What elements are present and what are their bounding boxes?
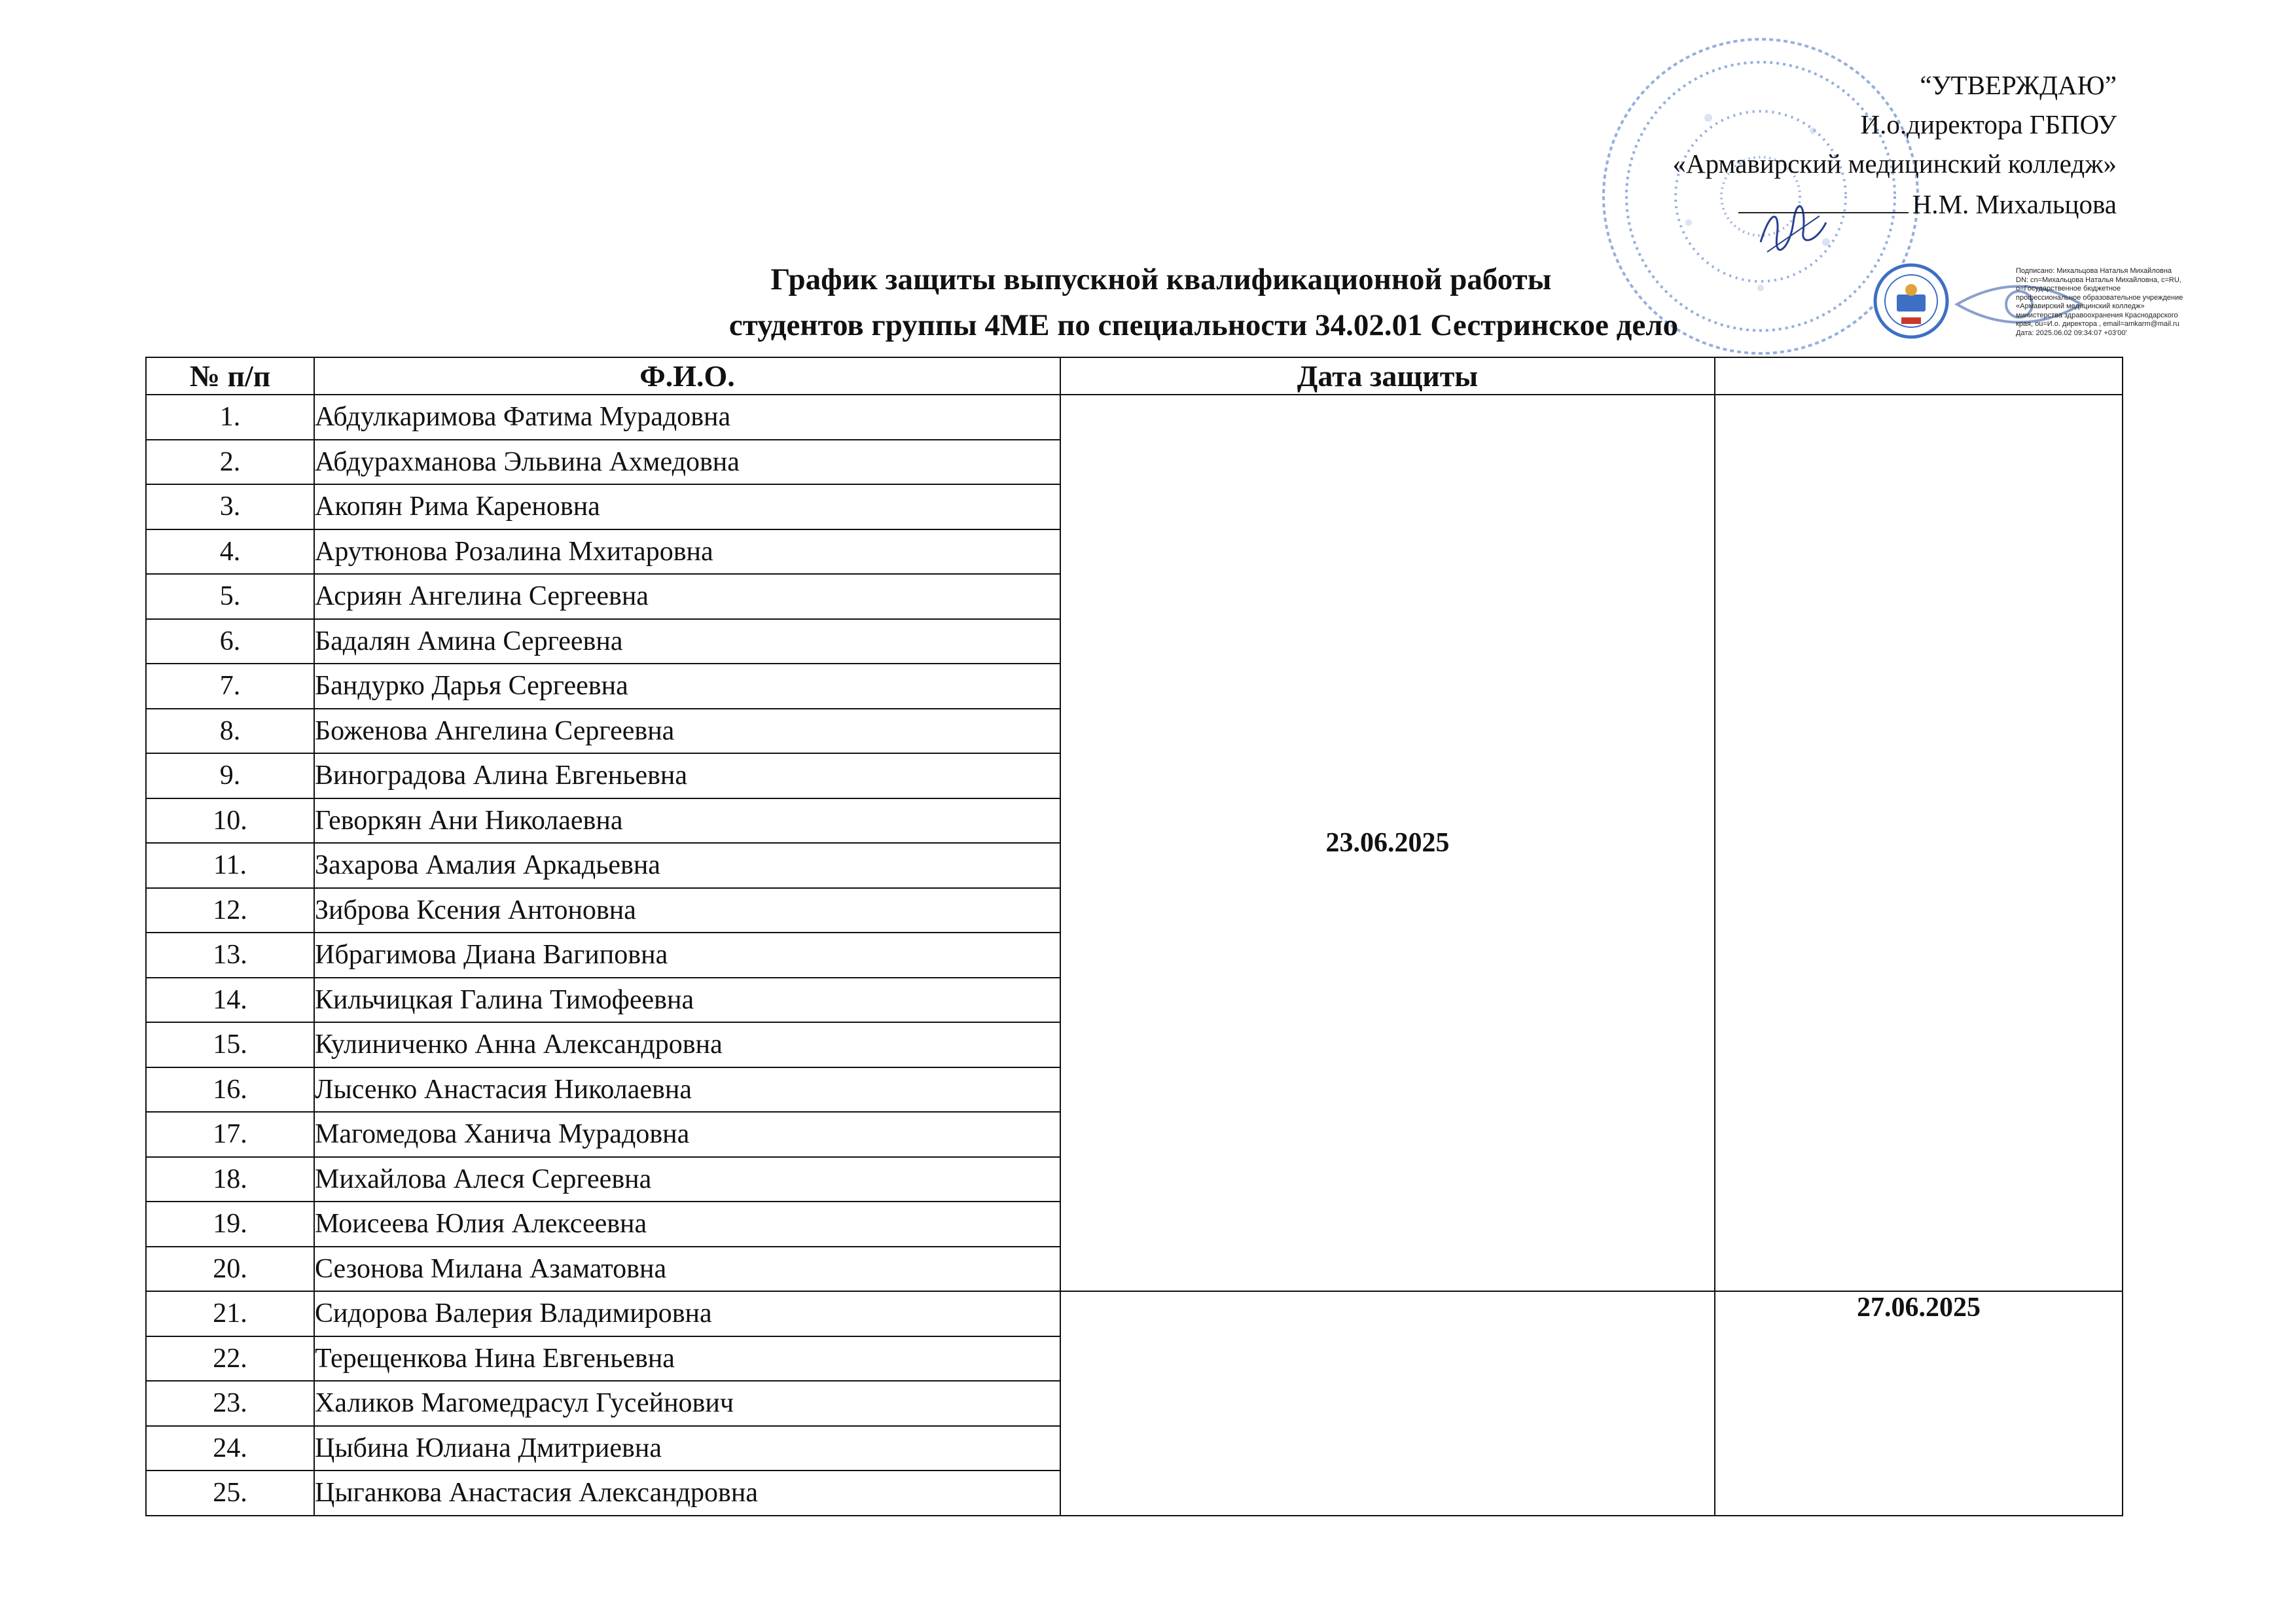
row-number: 24. <box>146 1426 314 1471</box>
row-number: 23. <box>146 1381 314 1426</box>
approval-institution: «Армавирский медицинский колледж» <box>1672 149 2117 179</box>
student-name: Боженова Ангелина Сергеевна <box>314 709 1060 754</box>
row-number: 7. <box>146 664 314 709</box>
table-header-row <box>146 357 2123 395</box>
defense-date-group-2: 27.06.2025 <box>1715 1291 2123 1516</box>
signature-blank <box>1738 183 1909 213</box>
esig-line: DN: cn=Михальцова Наталья Михайловна, c=RU, <box>2016 276 2181 284</box>
row-number: 11. <box>146 843 314 888</box>
student-name: Бадалян Амина Сергеевна <box>314 619 1060 664</box>
table-row <box>146 395 2123 440</box>
approval-position: И.о.директора ГБПОУ <box>1860 109 2117 139</box>
row-number: 15. <box>146 1022 314 1067</box>
defense-schedule-table <box>145 357 2123 1516</box>
esig-line: Подписано: Михальцова Наталья Михайловна <box>2016 267 2172 275</box>
empty-cell-group-2 <box>1060 1291 1715 1516</box>
defense-date-group-1: 23.06.2025 <box>1060 395 1715 1291</box>
row-number: 5. <box>146 574 314 619</box>
row-number: 8. <box>146 709 314 754</box>
row-number: 22. <box>146 1336 314 1382</box>
student-name: Кулиниченко Анна Александровна <box>314 1022 1060 1067</box>
header-date: Дата защиты <box>1060 357 1715 395</box>
row-number: 9. <box>146 753 314 798</box>
student-name: Магомедова Ханича Мурадовна <box>314 1112 1060 1157</box>
header-number: № п/п <box>146 357 314 395</box>
student-name: Сезонова Милана Азаматовна <box>314 1247 1060 1292</box>
approval-heading: “УТВЕРЖДАЮ” <box>1920 70 2117 100</box>
esig-line: Дата: 2025.06.02 09:34:07 +03'00' <box>2016 329 2127 337</box>
row-number: 4. <box>146 529 314 575</box>
student-name: Михайлова Алеся Сергеевна <box>314 1157 1060 1202</box>
table-row <box>146 1291 2123 1336</box>
row-number: 20. <box>146 1247 314 1292</box>
student-name: Кильчицкая Галина Тимофеевна <box>314 978 1060 1023</box>
approval-signature-line <box>1397 183 2117 224</box>
row-number: 17. <box>146 1112 314 1157</box>
empty-cell-group-1 <box>1715 395 2123 1291</box>
student-name: Халиков Магомедрасул Гусейнович <box>314 1381 1060 1426</box>
esig-line: профессиональное образовательное учреждение <box>2016 293 2183 302</box>
student-name: Абдулкаримова Фатима Мурадовна <box>314 395 1060 440</box>
student-name: Бандурко Дарья Сергеевна <box>314 664 1060 709</box>
row-number: 16. <box>146 1067 314 1113</box>
student-name: Зиброва Ксения Антоновна <box>314 888 1060 933</box>
document-subtitle: студентов группы 4МЕ по специальности 34.02.01 Сестринское дело <box>728 308 1679 342</box>
student-name: Лысенко Анастасия Николаевна <box>314 1067 1060 1113</box>
row-number: 19. <box>146 1202 314 1247</box>
header-empty <box>1715 357 2123 395</box>
student-name: Геворкян Ани Николаевна <box>314 798 1060 844</box>
row-number: 2. <box>146 440 314 485</box>
row-number: 14. <box>146 978 314 1023</box>
student-name: Сидорова Валерия Владимировна <box>314 1291 1060 1336</box>
header-fio: Ф.И.О. <box>314 357 1060 395</box>
student-name: Асриян Ангелина Сергеевна <box>314 574 1060 619</box>
student-name: Акопян Рима Кареновна <box>314 484 1060 529</box>
student-name: Цыбина Юлиана Дмитриевна <box>314 1426 1060 1471</box>
esig-line: o=Государственное бюджетное <box>2016 285 2121 293</box>
esig-line: «Армавирский медицинский колледж» <box>2016 302 2145 310</box>
student-name: Моисеева Юлия Алексеевна <box>314 1202 1060 1247</box>
row-number: 21. <box>146 1291 314 1336</box>
approval-block <box>1397 65 2117 224</box>
row-number: 18. <box>146 1157 314 1202</box>
student-name: Арутюнова Розалина Мхитаровна <box>314 529 1060 575</box>
row-number: 3. <box>146 484 314 529</box>
approval-name: Н.М. Михальцова <box>1912 189 2117 219</box>
student-name: Захарова Амалия Аркадьевна <box>314 843 1060 888</box>
student-name: Абдурахманова Эльвина Ахмедовна <box>314 440 1060 485</box>
row-number: 12. <box>146 888 314 933</box>
row-number: 13. <box>146 933 314 978</box>
row-number: 10. <box>146 798 314 844</box>
esig-line: министерства здравоохранения Краснодарского <box>2016 311 2178 319</box>
row-number: 25. <box>146 1471 314 1516</box>
esig-line: края, ou=И.о. директора , email=amkarm@mail.ru <box>2016 320 2179 328</box>
student-name: Цыганкова Анастасия Александровна <box>314 1471 1060 1516</box>
student-name: Виноградова Алина Евгеньевна <box>314 753 1060 798</box>
row-number: 1. <box>146 395 314 440</box>
document-title: График защиты выпускной квалификационной работы <box>770 262 1552 296</box>
student-name: Ибрагимова Диана Вагиповна <box>314 933 1060 978</box>
student-name: Терещенкова Нина Евгеньевна <box>314 1336 1060 1382</box>
row-number: 6. <box>146 619 314 664</box>
